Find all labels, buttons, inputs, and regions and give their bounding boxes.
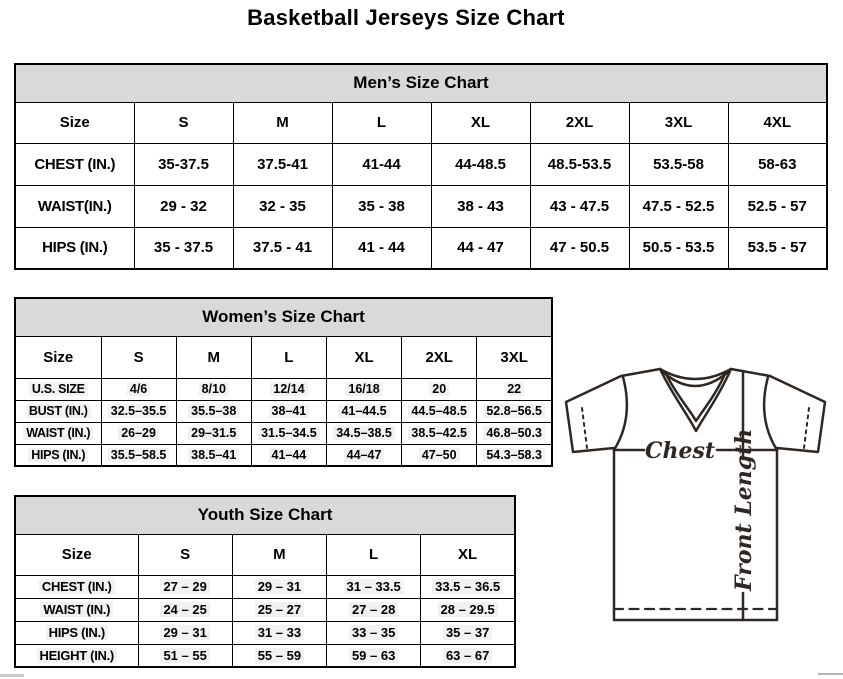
mens-cell: 47 - 50.5 (530, 227, 629, 269)
womens-table-title: Women’s Size Chart (15, 298, 552, 336)
womens-cell: 26–29 (101, 422, 176, 444)
mens-row-label: CHEST (IN.) (15, 143, 134, 185)
womens-cell: 46.8–50.3 (477, 422, 552, 444)
right-seam (764, 377, 777, 450)
mens-cell: 32 - 35 (233, 185, 332, 227)
mens-cell: 35 - 38 (332, 185, 431, 227)
womens-col-header: L (251, 336, 326, 378)
mens-col-header: Size (15, 102, 134, 143)
jersey-measurement-diagram (560, 362, 841, 624)
youth-cell: 25 – 27 (232, 598, 326, 621)
womens-cell: 38.5–42.5 (402, 422, 477, 444)
youth-cell: 51 – 55 (138, 644, 232, 667)
mens-cell: 52.5 - 57 (728, 185, 827, 227)
womens-cell: 8/10 (176, 378, 251, 400)
womens-col-header: 3XL (477, 336, 552, 378)
womens-cell: 44.5–48.5 (402, 400, 477, 422)
womens-col-header: 2XL (402, 336, 477, 378)
youth-cell: 29 – 31 (232, 575, 326, 598)
youth-cell: 55 – 59 (232, 644, 326, 667)
womens-col-header: M (176, 336, 251, 378)
mens-cell: 37.5-41 (233, 143, 332, 185)
womens-cell: 35.5–58.5 (101, 444, 176, 466)
womens-cell: 41–44.5 (326, 400, 401, 422)
youth-cell: 27 – 29 (138, 575, 232, 598)
womens-cell: 31.5–34.5 (251, 422, 326, 444)
front-length-label: Front Length (731, 428, 757, 591)
page-title: Basketball Jerseys Size Chart (247, 5, 565, 30)
youth-size-table (14, 495, 516, 668)
youth-cell: 24 – 25 (138, 598, 232, 621)
youth-row-label: CHEST (IN.) (15, 575, 138, 598)
mens-cell: 29 - 32 (134, 185, 233, 227)
womens-size-table (14, 297, 553, 467)
mens-cell: 44 - 47 (431, 227, 530, 269)
right-cuff-stitch (804, 408, 809, 448)
youth-row-label: HIPS (IN.) (15, 621, 138, 644)
womens-cell: 54.3–58.3 (477, 444, 552, 466)
womens-row-label: WAIST (IN.) (15, 422, 101, 444)
womens-cell: 52.8–56.5 (477, 400, 552, 422)
womens-row-label: U.S. SIZE (15, 378, 101, 400)
youth-cell: 29 – 31 (138, 621, 232, 644)
youth-cell: 27 – 28 (327, 598, 421, 621)
mens-cell: 58-63 (728, 143, 827, 185)
mens-cell: 53.5-58 (629, 143, 728, 185)
womens-col-header: Size (15, 336, 101, 378)
womens-col-header: S (101, 336, 176, 378)
mens-row-label: HIPS (IN.) (15, 227, 134, 269)
youth-cell: 31 – 33 (232, 621, 326, 644)
mens-cell: 47.5 - 52.5 (629, 185, 728, 227)
womens-cell: 41–44 (251, 444, 326, 466)
youth-cell: 63 – 67 (421, 644, 515, 667)
womens-col-header: XL (326, 336, 401, 378)
mens-col-header: L (332, 102, 431, 143)
mens-cell: 48.5-53.5 (530, 143, 629, 185)
youth-cell: 33 – 35 (327, 621, 421, 644)
youth-col-header: M (232, 534, 326, 575)
ui-fragment-right (818, 673, 843, 675)
womens-cell: 34.5–38.5 (326, 422, 401, 444)
womens-cell: 22 (477, 378, 552, 400)
youth-table-title: Youth Size Chart (15, 496, 515, 534)
womens-row-label: HIPS (IN.) (15, 444, 101, 466)
mens-cell: 53.5 - 57 (728, 227, 827, 269)
mens-table-title: Men’s Size Chart (15, 64, 827, 102)
mens-col-header: 2XL (530, 102, 629, 143)
mens-cell: 41-44 (332, 143, 431, 185)
mens-row-label: WAIST(IN.) (15, 185, 134, 227)
womens-cell: 35.5–38 (176, 400, 251, 422)
mens-cell: 50.5 - 53.5 (629, 227, 728, 269)
mens-cell: 35-37.5 (134, 143, 233, 185)
left-cuff-stitch (582, 408, 587, 448)
womens-cell: 44–47 (326, 444, 401, 466)
mens-cell: 38 - 43 (431, 185, 530, 227)
mens-cell: 37.5 - 41 (233, 227, 332, 269)
mens-col-header: S (134, 102, 233, 143)
mens-col-header: 3XL (629, 102, 728, 143)
jersey-outline (566, 369, 825, 620)
womens-cell: 38–41 (251, 400, 326, 422)
womens-cell: 47–50 (402, 444, 477, 466)
womens-cell: 20 (402, 378, 477, 400)
mens-col-header: XL (431, 102, 530, 143)
womens-cell: 32.5–35.5 (101, 400, 176, 422)
youth-cell: 28 – 29.5 (421, 598, 515, 621)
ui-fragment-left (0, 674, 24, 677)
youth-cell: 35 – 37 (421, 621, 515, 644)
womens-cell: 16/18 (326, 378, 401, 400)
mens-col-header: 4XL (728, 102, 827, 143)
mens-cell: 43 - 47.5 (530, 185, 629, 227)
womens-cell: 12/14 (251, 378, 326, 400)
mens-cell: 44-48.5 (431, 143, 530, 185)
chest-label: Chest (644, 438, 716, 464)
youth-col-header: S (138, 534, 232, 575)
youth-cell: 59 – 63 (327, 644, 421, 667)
youth-col-header: Size (15, 534, 138, 575)
womens-cell: 4/6 (101, 378, 176, 400)
womens-row-label: BUST (IN.) (15, 400, 101, 422)
mens-size-table (14, 63, 828, 270)
youth-cell: 31 – 33.5 (327, 575, 421, 598)
womens-cell: 29–31.5 (176, 422, 251, 444)
youth-row-label: HEIGHT (IN.) (15, 644, 138, 667)
mens-col-header: M (233, 102, 332, 143)
womens-cell: 38.5–41 (176, 444, 251, 466)
mens-cell: 35 - 37.5 (134, 227, 233, 269)
youth-cell: 33.5 – 36.5 (421, 575, 515, 598)
mens-cell: 41 - 44 (332, 227, 431, 269)
youth-col-header: XL (421, 534, 515, 575)
left-seam (614, 377, 627, 450)
youth-row-label: WAIST (IN.) (15, 598, 138, 621)
youth-col-header: L (327, 534, 421, 575)
